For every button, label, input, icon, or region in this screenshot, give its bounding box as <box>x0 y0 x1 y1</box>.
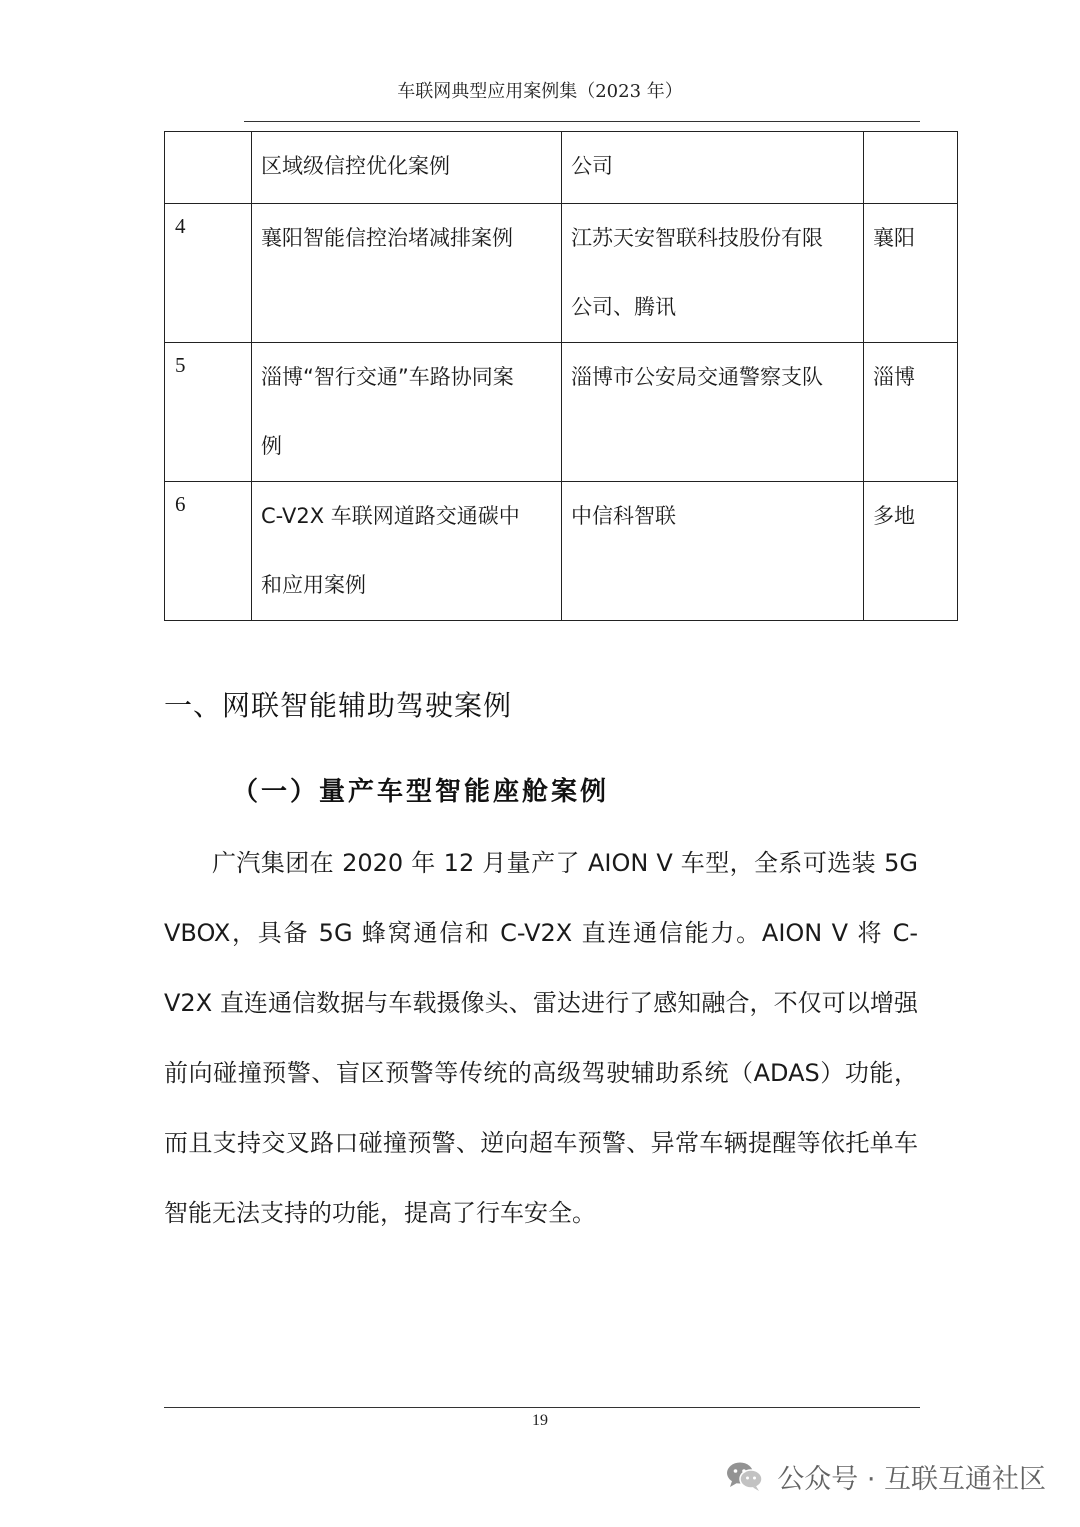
wechat-icon <box>725 1460 765 1492</box>
watermark-text: 公众号 · 互联互通社区 <box>777 1463 1046 1495</box>
case-name-cell <box>252 343 562 482</box>
organization-cell <box>562 204 864 343</box>
case-name-line: 淄博“智行交通”车路协同案 <box>261 365 514 389</box>
table-row <box>165 343 958 482</box>
city-cell: 多地 <box>864 482 958 621</box>
watermark <box>725 1456 1046 1496</box>
case-name-line: 襄阳智能信控治堵减排案例 <box>261 226 513 250</box>
city-cell: 襄阳 <box>864 204 958 343</box>
section-heading: 一、网联智能辅助驾驶案例 <box>164 689 513 722</box>
row-number-cell: 4 <box>165 204 252 343</box>
page-number: 19 <box>532 1412 548 1429</box>
case-name-cell <box>252 482 562 621</box>
organization-line: 公司 <box>571 154 613 178</box>
table-row <box>165 132 958 204</box>
city-cell: 淄博 <box>864 343 958 482</box>
body-paragraph: 广汽集团在 2020 年 12 月量产了 AION V 车型，全系可选装 5G VBOX，具备 5G 蜂窝通信和 C-V2X 直连通信能力。AION V 将 C-V2X 直连通信数据与车载摄像头、雷达进行了感知融合，不仅可以增强前向碰撞预警、盲区预警等传统的高级驾驶辅助系统（ADAS）功能，而且支持交叉路口碰撞预警、逆向超车预警、异常车辆提醒等依托单车智能无法支持的功能，提高了行车安全。 <box>164 849 918 1227</box>
case-name-line: 和应用案例 <box>261 573 366 597</box>
case-name-line: C-V2X 车联网道路交通碳中 <box>261 504 520 528</box>
footer-rule <box>164 1407 920 1408</box>
organization-line: 公司、腾讯 <box>571 295 676 319</box>
table-row <box>165 482 958 621</box>
city-cell <box>864 132 958 204</box>
case-name-line: 例 <box>261 434 282 458</box>
case-name-line: 区域级信控优化案例 <box>261 154 450 178</box>
case-name-cell <box>252 204 562 343</box>
organization-line: 中信科智联 <box>571 504 676 528</box>
header-rule <box>244 121 920 122</box>
subsection-heading: （一）量产车型智能座舱案例 <box>232 777 610 807</box>
organization-line: 江苏天安智联科技股份有限 <box>571 226 823 250</box>
header-title: 车联网典型应用案例集（2023 年） <box>397 81 683 102</box>
case-table <box>164 131 958 621</box>
organization-cell <box>562 132 864 204</box>
row-number-cell: 6 <box>165 482 252 621</box>
organization-cell <box>562 343 864 482</box>
case-name-cell <box>252 132 562 204</box>
organization-line: 淄博市公安局交通警察支队 <box>571 365 823 389</box>
row-number-cell: 5 <box>165 343 252 482</box>
organization-cell <box>562 482 864 621</box>
row-number-cell <box>165 132 252 204</box>
table-row <box>165 204 958 343</box>
